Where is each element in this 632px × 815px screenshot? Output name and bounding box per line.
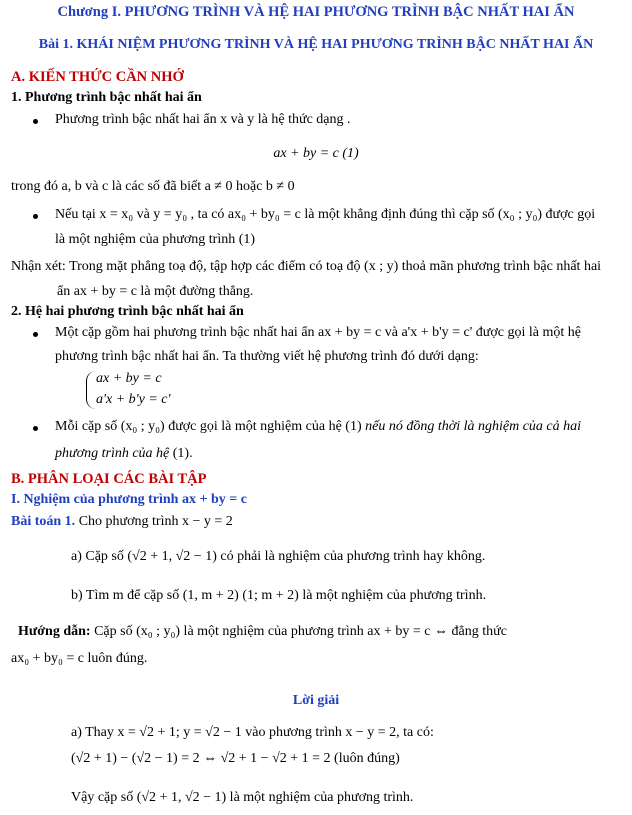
- solution-title: Lời giải: [292, 693, 340, 708]
- formula-1: ax + by = c (1): [273, 146, 359, 161]
- problem-1: [11, 514, 632, 530]
- hint-line-1: [18, 624, 632, 640]
- bullet-1: Phương trình bậc nhất hai ẩn x và y là hệ thức dạng .: [55, 112, 351, 127]
- section-b-sub-1: I. Nghiệm của phương trình ax + by = c: [11, 492, 247, 507]
- part-a: a) Cặp số (√2 + 1, √2 − 1) có phải là nghiệm của phương trình hay không.: [71, 549, 486, 564]
- hint-line-2: ax₀ + by₀ = c luôn đúng.: [11, 651, 148, 666]
- subheading-1: 1. Phương trình bậc nhất hai ẩn: [11, 90, 202, 105]
- section-b-heading: B. PHÂN LOẠI CÁC BÀI TẬP: [11, 471, 207, 487]
- part-b: b) Tìm m để cặp số (1, m + 2) (1; m + 2) là một nghiệm của phương trình.: [71, 588, 487, 603]
- bullet-4-plain-2: (1).: [169, 446, 193, 461]
- hint-text: Cặp số (x₀ ; y₀) là một nghiệm của phương trình ax + by = c ⇔ đẳng thức: [90, 624, 507, 639]
- lesson-title: Bài 1. KHÁI NIỆM PHƯƠNG TRÌNH VÀ HỆ HAI PHƯƠNG TRÌNH BẬC NHẤT HAI ẨN: [38, 37, 594, 52]
- system-eq-2: a'x + b'y = c': [96, 392, 171, 407]
- note-line-2: ẩn ax + by = c là một đường thẳng.: [57, 284, 254, 299]
- solution-line-2: (√2 + 1) − (√2 − 1) = 2 ⇔ √2 + 1 − √2 + 1 = 2 (luôn đúng): [71, 751, 400, 766]
- solution-line-3: Vậy cặp số (√2 + 1, √2 − 1) là một nghiệm của phương trình.: [71, 790, 414, 805]
- text-trong-do: trong đó a, b và c là các số đã biết a ≠ 0 hoặc b ≠ 0: [11, 179, 295, 194]
- problem-label: Bài toán 1.: [11, 514, 76, 529]
- bullet-2-line-1: Nếu tại x = x₀ và y = y₀ , ta có ax₀ + by₀ = c là một khẳng định đúng thì cặp số (x₀ ; y₀) được gọi: [55, 207, 596, 222]
- bullet-4-italic-2: phương trình của hệ: [55, 446, 170, 461]
- bullet-dot: [33, 332, 38, 337]
- hint-label: Hướng dẫn:: [18, 624, 91, 639]
- bullet-4-line-2: [55, 446, 632, 462]
- section-a-heading: A. KIẾN THỨC CẦN NHỚ: [11, 69, 184, 85]
- bullet-4-italic: nếu nó đồng thời là nghiệm của cả hai: [361, 419, 582, 434]
- bullet-dot: [33, 426, 38, 431]
- problem-text: Cho phương trình x − y = 2: [75, 514, 233, 529]
- bullet-3-line-2: phương trình bậc nhất hai ẩn. Ta thường viết hệ phương trình đó dưới dạng:: [55, 349, 479, 364]
- bullet-dot: [33, 119, 38, 124]
- bullet-2-line-2: là một nghiệm của phương trình (1): [55, 232, 256, 247]
- solution-line-1: a) Thay x = √2 + 1; y = √2 − 1 vào phương trình x − y = 2, ta có:: [71, 725, 434, 740]
- subheading-2: 2. Hệ hai phương trình bậc nhất hai ẩn: [11, 304, 244, 319]
- bullet-3-line-1: Một cặp gồm hai phương trình bậc nhất hai ẩn ax + by = c và a'x + b'y = c' được gọi là một hệ: [55, 325, 581, 340]
- chapter-title: Chương I. PHƯƠNG TRÌNH VÀ HỆ HAI PHƯƠNG TRÌNH BẬC NHẤT HAI ẨN: [57, 4, 575, 20]
- system-eq-1: ax + by = c: [96, 371, 162, 386]
- bullet-4-line-1: [55, 419, 632, 435]
- note-line-1: Nhận xét: Trong mặt phẳng toạ độ, tập hợp các điểm có toạ độ (x ; y) thoả mãn phương trình bậc nhất hai: [11, 259, 602, 274]
- bullet-dot: [33, 214, 38, 219]
- bullet-4-plain: Mỗi cặp số (x₀ ; y₀) được gọi là một nghiệm của hệ (1): [55, 419, 362, 434]
